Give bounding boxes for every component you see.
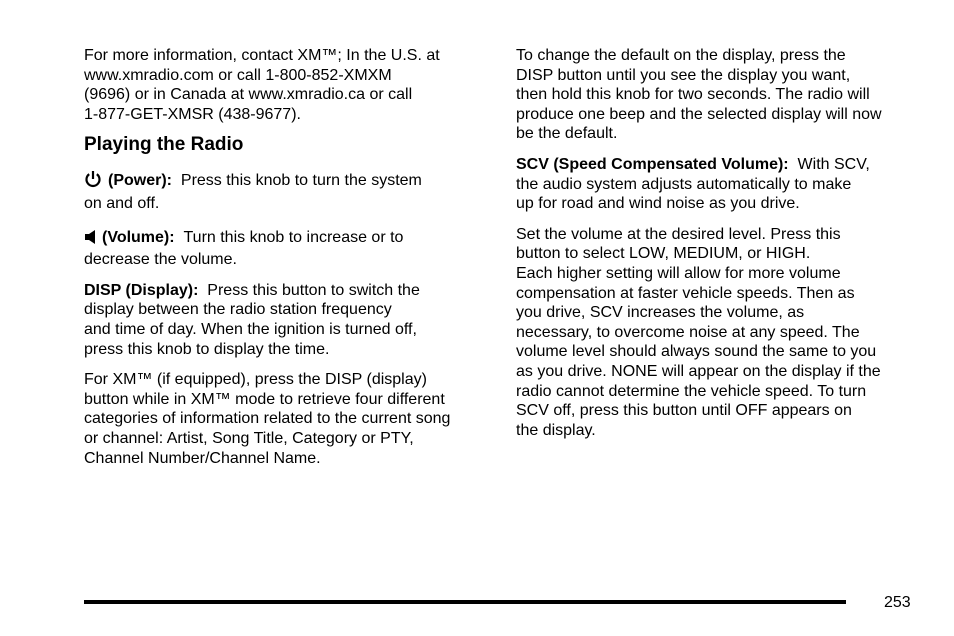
volume-term: (Volume):: [102, 228, 175, 246]
disp-paragraph: [84, 281, 489, 359]
set-volume-paragraph: Set the volume at the desired level. Press this button to select LOW, MEDIUM, or HIGH.: [516, 225, 841, 263]
disp-term: DISP (Display):: [84, 281, 199, 299]
power-icon: [84, 170, 102, 194]
right-column: [516, 46, 921, 451]
left-column: [84, 46, 489, 479]
xm-contact-paragraph: For more information, contact XM™; In the U.S. at www.xmradio.com or call 1-800-852-XMXM (9696) or in Canada at www.xmradio.ca or call 1-877-GET-XMSR (438-9677).: [84, 47, 440, 123]
footer-rule: [84, 600, 846, 604]
volume-description: Turn this knob to increase or to decrease the volume.: [84, 228, 404, 269]
higher-setting-paragraph: Each higher setting will allow for more volume compensation at faster vehicle speeds. Then as you drive, SCV increases the volume, as necessary, to overcome noise at any speed. The volume level should always sound the same to you as you drive. NONE will appear on the display if the radio cannot determine the vehicle speed. To turn SCV off, press this button until OFF appears on the display.: [516, 264, 881, 439]
power-term: (Power):: [108, 172, 172, 190]
power-description: Press this knob to turn the system on and off.: [84, 172, 422, 212]
default-display-paragraph: To change the default on the display, press the DISP button until you see the display you want, then hold this knob for two seconds. The radio will produce one beep and the selected display will now be the default.: [516, 47, 882, 143]
volume-speaker-icon: [84, 229, 98, 251]
page-number: 253: [884, 594, 911, 611]
volume-paragraph: [84, 228, 489, 270]
scv-description: With SCV, the audio system adjusts automatically to make up for road and wind noise as you drive.: [516, 155, 870, 213]
xm-disp-paragraph: For XM™ (if equipped), press the DISP (display) button while in XM™ mode to retrieve four different categories of information related to the current song or channel: Artist, Song Title, Category or PTY, Channel Number/Channel Name.: [84, 371, 451, 467]
scv-paragraph: [516, 155, 921, 214]
section-heading: Playing the Radio: [84, 134, 244, 156]
disp-description: Press this button to switch the display between the radio station frequency and time of day. When the ignition is turned off, press this knob to display the time.: [84, 281, 420, 358]
power-paragraph: [84, 170, 489, 213]
scv-term: SCV (Speed Compensated Volume):: [516, 155, 789, 173]
